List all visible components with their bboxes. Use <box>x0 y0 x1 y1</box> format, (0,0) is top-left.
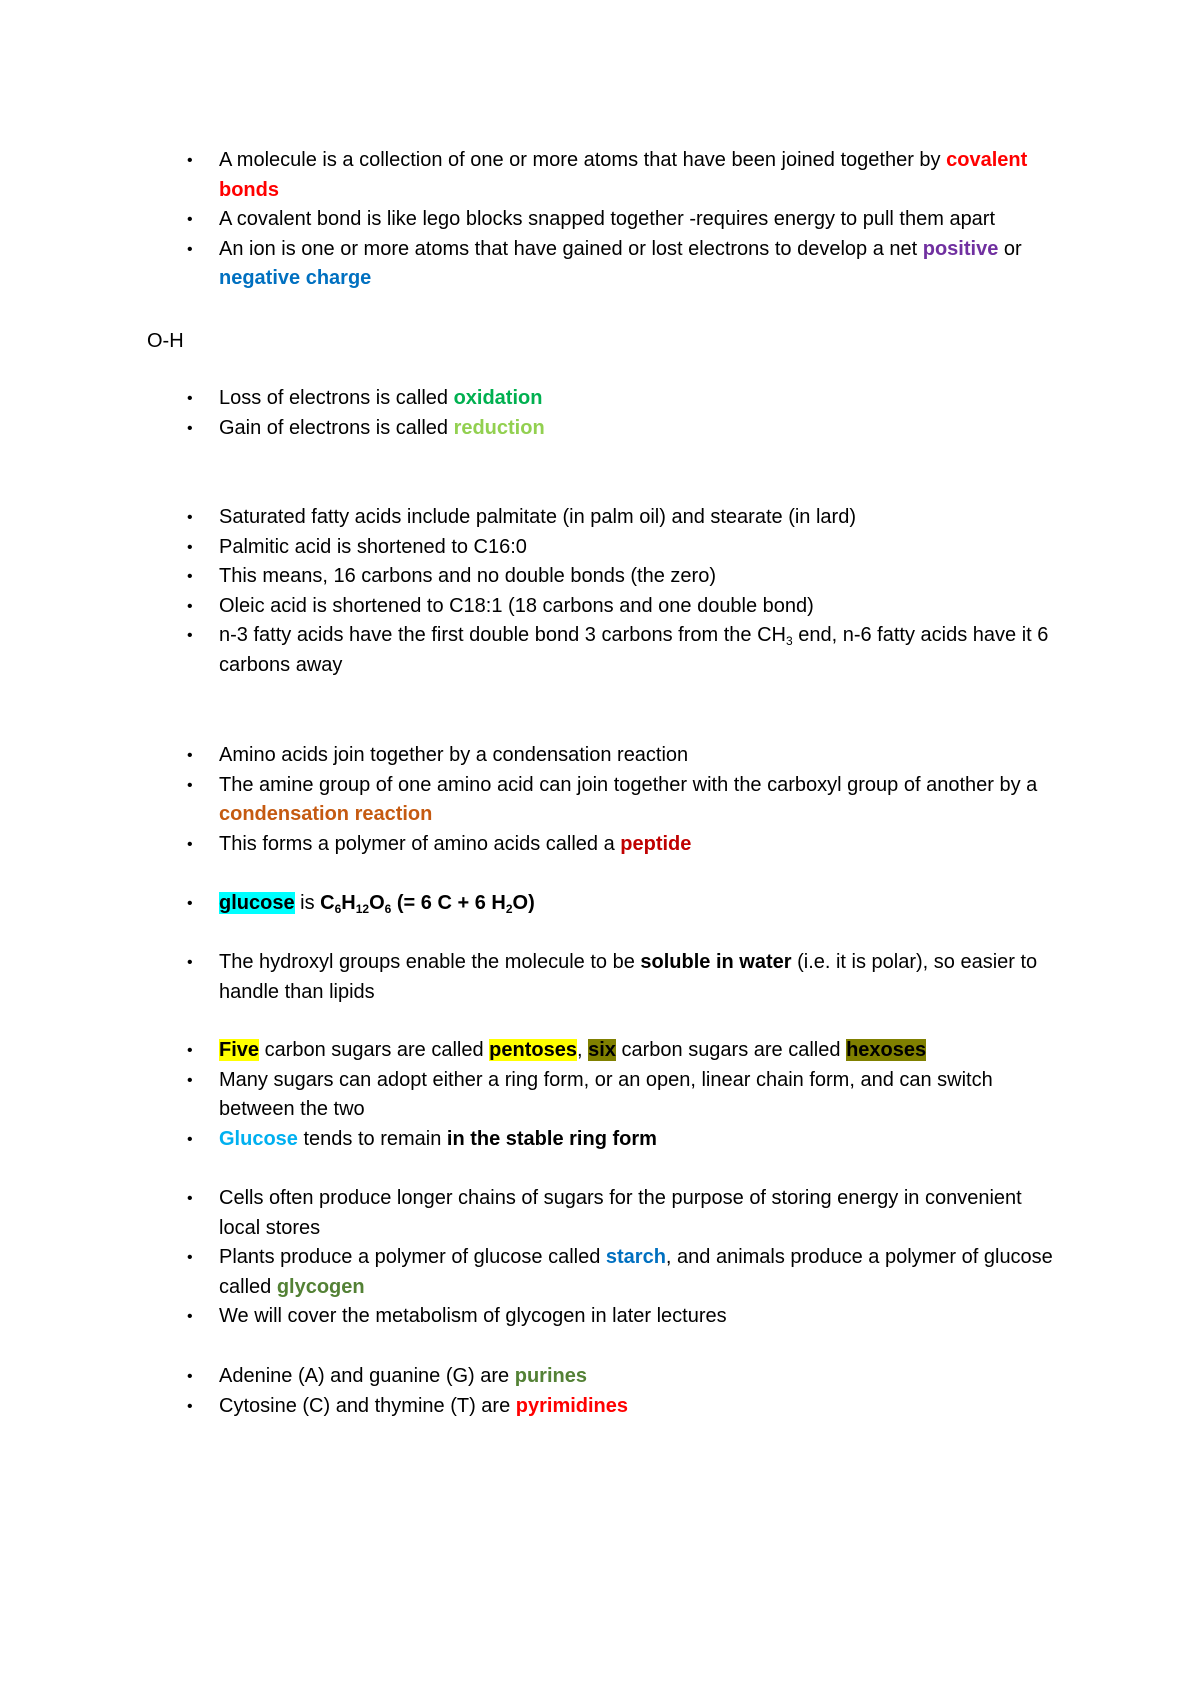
list-item: • We will cover the metabolism of glycogen in later lectures <box>187 1302 1067 1332</box>
list-item: • The hydroxyl groups enable the molecule to be soluble in water (i.e. it is polar), so easier to handle than lipids <box>187 948 1067 1007</box>
section-redox <box>187 384 1067 443</box>
list-item: • Gain of electrons is called reduction <box>187 414 1067 444</box>
section-sugars <box>187 1036 1067 1154</box>
oh-label: O-H <box>147 330 184 352</box>
section-bases <box>187 1362 1067 1421</box>
list-item: • Many sugars can adopt either a ring form, or an open, linear chain form, and can switch between the two <box>187 1066 1067 1125</box>
section-hydroxyl <box>187 948 1067 1007</box>
section-molecules <box>187 146 1067 294</box>
section-glucose-formula <box>187 889 1067 919</box>
list-item: • Cytosine (C) and thymine (T) are pyrimidines <box>187 1392 1067 1422</box>
section-fatty-acids <box>187 503 1067 680</box>
list-item: • Palmitic acid is shortened to C16:0 <box>187 533 1067 563</box>
list-item: • Amino acids join together by a condensation reaction <box>187 741 1067 771</box>
list-item: • n-3 fatty acids have the first double bond 3 carbons from the $CH_3$ end, n-6 fatty acids have it 6 carbons away <box>187 621 1067 680</box>
section-polymers <box>187 1184 1067 1332</box>
list-item: • Five carbon sugars are called pentoses, six carbon sugars are called hexoses <box>187 1036 1067 1066</box>
list-item: • The amine group of one amino acid can join together with the carboxyl group of another by a condensation reaction <box>187 771 1067 830</box>
list-item: • glucose is $C_6H_{12}O_6$ (= 6 C + 6 $H_2O$) <box>187 889 1067 919</box>
list-item: • Loss of electrons is called oxidation <box>187 384 1067 414</box>
list-item: • Glucose tends to remain in the stable ring form <box>187 1125 1067 1155</box>
list-item: • Saturated fatty acids include palmitate (in palm oil) and stearate (in lard) <box>187 503 1067 533</box>
list-item: • This means, 16 carbons and no double bonds (the zero) <box>187 562 1067 592</box>
list-item: • A covalent bond is like lego blocks snapped together -requires energy to pull them apart <box>187 205 1067 235</box>
section-amino-acids <box>187 741 1067 859</box>
list-item: • A molecule is a collection of one or more atoms that have been joined together by covalent bonds <box>187 146 1067 205</box>
list-item: • This forms a polymer of amino acids called a peptide <box>187 830 1067 860</box>
list-item: • Adenine (A) and guanine (G) are purines <box>187 1362 1067 1392</box>
list-item: • Oleic acid is shortened to C18:1 (18 carbons and one double bond) <box>187 592 1067 622</box>
list-item: • Cells often produce longer chains of sugars for the purpose of storing energy in convenient local stores <box>187 1184 1067 1243</box>
list-item: • An ion is one or more atoms that have gained or lost electrons to develop a net positive or negative charge <box>187 235 1067 294</box>
list-item: • Plants produce a polymer of glucose called starch, and animals produce a polymer of glucose called glycogen <box>187 1243 1067 1302</box>
